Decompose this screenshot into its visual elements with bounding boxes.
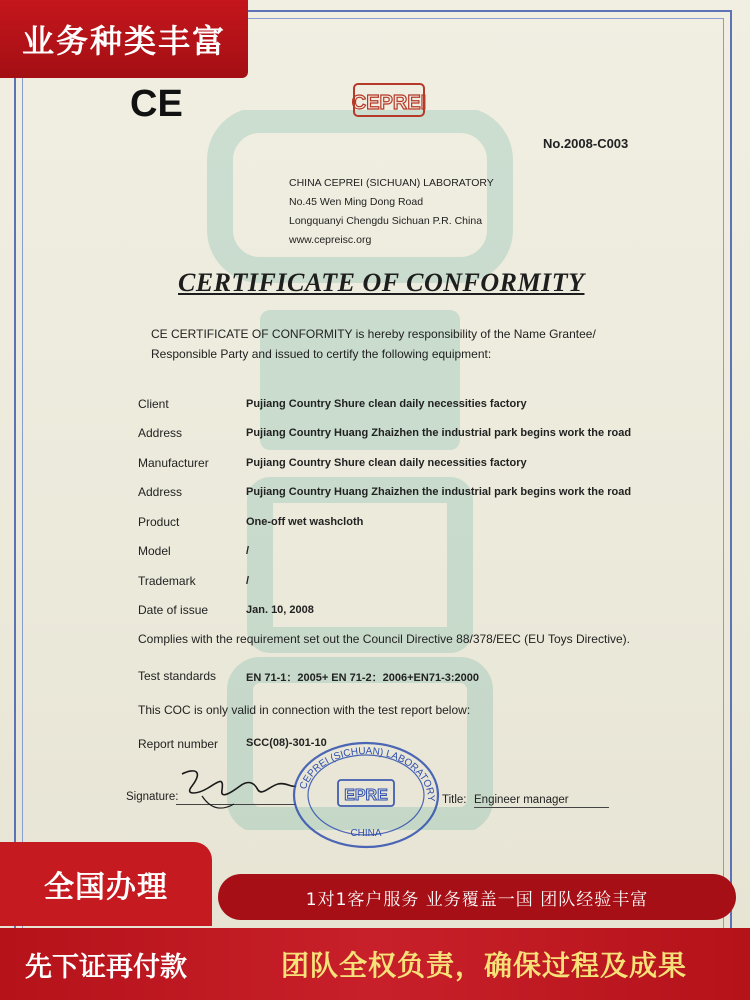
ceprei-logo [352,80,426,120]
field-row-date-of-issue [138,596,631,626]
nationwide-service-badge: 全国办理 [0,842,212,926]
field-value: Pujiang Country Shure clean daily necessities factory [246,397,527,410]
guarantee-slogan: 团队全权负责，确保过程及成果 [280,949,687,982]
lab-address-line2: Longquanyi Chengdu Sichuan P.R. China [289,215,483,227]
field-row-model [138,537,631,567]
field-label: Model [138,544,171,559]
field-label: Trademark [138,573,196,588]
complies-statement: Complies with the requirement set out the Council Directive 88/378/EEC (EU Toys Directive). [138,632,630,646]
title-label: Title: [442,794,467,806]
ce-mark-icon [128,82,184,122]
test-standards-row [138,669,479,685]
ce-mark-text: CE [130,83,183,122]
certificate-title: CERTIFICATE OF CONFORMITY [178,268,585,297]
signature-label: Signature: [126,791,179,803]
top-promo-banner: 业务种类丰富 [0,0,248,78]
field-label: Address [138,485,183,500]
field-value: Jan. 10, 2008 [246,604,314,617]
field-label: Client [138,396,169,411]
report-number-label: Report number [138,737,219,751]
field-label: Date of issue [138,603,209,618]
field-label: Manufacturer [138,455,209,470]
field-value: Pujiang Country Huang Zhaizhen the industrial park begins work the road [246,427,632,440]
field-value: Pujiang Country Shure clean daily necessities factory [246,456,527,469]
field-value: / [246,574,250,587]
stamp-bottom-text: CHINA [350,828,382,839]
stamp-arc-text: CEPREI (SICHUAN) LABORATORY [297,745,437,802]
intro-line-2: Responsible Party and issued to certify the following equipment: [151,347,492,361]
field-row-product [138,507,631,537]
laboratory-stamp [290,740,442,850]
lab-address-block [289,174,494,250]
handwritten-signature [174,756,304,816]
test-standards-label: Test standards [138,669,217,683]
field-value: Pujiang Country Huang Zhaizhen the industrial park begins work the road [246,486,632,499]
pay-after-certificate-text: 先下证再付款 [25,951,187,983]
equipment-fields [138,389,631,625]
service-pill: 1对1客户服务 业务覆盖一国 团队经验丰富 [218,874,736,920]
title-value: Engineer manager [474,794,569,806]
lab-address-line1: No.45 Wen Ming Dong Road [289,196,424,208]
field-row-manufacturer [138,448,631,478]
field-value: One-off wet washcloth [246,515,364,528]
stamp-center-text: EPRE [344,787,388,804]
field-label: Address [138,426,183,441]
intro-line-1: CE CERTIFICATE OF CONFORMITY is hereby responsibility of the Name Grantee/ [151,327,596,341]
title-line [474,807,609,808]
test-standards-value: EN 71-1：2005+ EN 71-2：2006+EN71-3:2000 [246,672,479,684]
field-row-address [138,419,631,449]
certificate-number: No.2008-C003 [543,136,629,151]
intro-paragraph [151,324,596,364]
field-row-trademark [138,566,631,596]
field-value: / [246,545,250,558]
coc-validity-note: This COC is only valid in connection with the test report below: [138,703,471,717]
lab-name: CHINA CEPREI (SICHUAN) LABORATORY [289,177,494,189]
lab-website: www.cepreisc.org [289,234,372,246]
field-row-client [138,389,631,419]
field-label: Product [138,514,180,529]
field-row-manufacturer-address [138,478,631,508]
logo-text: CEPREI [352,92,426,114]
report-number-value: SCC(08)-301-10 [246,737,327,749]
